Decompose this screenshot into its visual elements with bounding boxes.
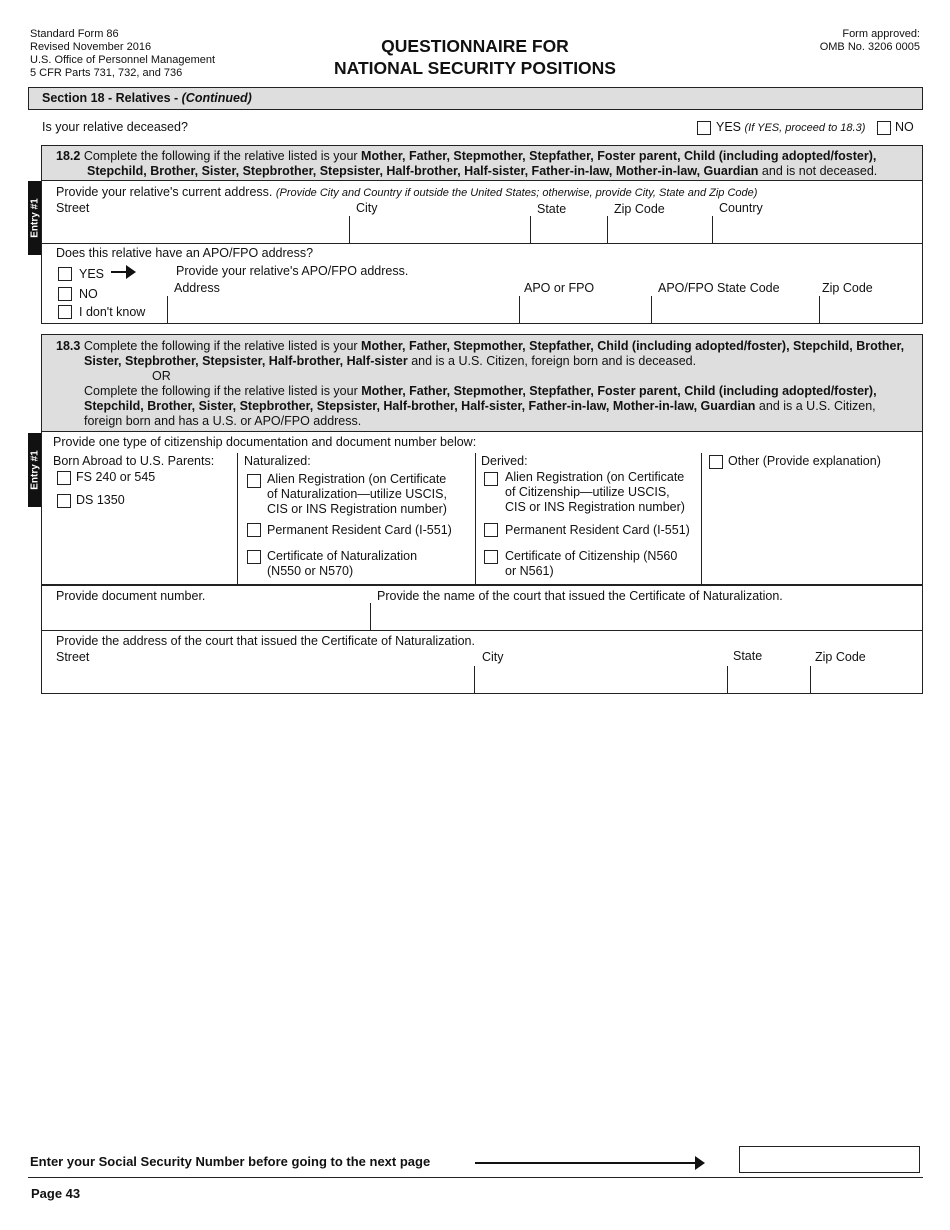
court-city-label: City xyxy=(482,650,504,664)
court-zip-label: Zip Code xyxy=(815,650,866,664)
divider xyxy=(607,216,608,243)
born-abroad-label: Born Abroad to U.S. Parents: xyxy=(53,454,215,468)
divider xyxy=(530,216,531,243)
other-label: Other (Provide explanation) xyxy=(728,454,881,468)
apo-question: Does this relative have an APO/FPO address? xyxy=(56,246,314,260)
der-alien-checkbox[interactable] xyxy=(484,472,498,486)
entry-tab-18-2: Entry #1 xyxy=(28,181,41,255)
fs240-checkbox[interactable] xyxy=(57,471,71,485)
apo-dontknow-checkbox[interactable] xyxy=(58,305,72,319)
apo-dontknow-label: I don't know xyxy=(79,305,146,319)
section-title: Section 18 - Relatives - xyxy=(42,91,182,105)
title-line-2: NATIONAL SECURITY POSITIONS xyxy=(334,58,616,78)
apo-address-input[interactable] xyxy=(169,297,518,323)
der-cert-label: Certificate of Citizenship (N560 or N561) xyxy=(505,549,678,578)
arrow-right-icon xyxy=(126,265,136,279)
divider xyxy=(237,453,238,584)
s18-2-text: 18.2 Complete the following if the relative listed is your Mother, Father, Stepmother, Stepfather, Foster parent, Child (including adopted/foster), Stepchild, Brother, Sister, Stepbrother, Stepsister, Half-brother, Half-sister, Father-in-law, Mother-in-law, Guardian and is not deceased. xyxy=(56,149,878,178)
s18-3-text: 18.3 Complete the following if the relative listed is your Mother, Father, Stepmother, Stepfather, Child (including adopted/foster), Stepchild, Brother, Sister, Stepbrother, Stepsister, Half-brother, Half-sister and is a U.S. Citizen, foreign born and is deceased. OR Complete the following if the relative listed is your Mother, Father, Stepmother, Stepfather, Foster parent, Child (including adopted/foster), Stepchild, Brother, Sister, Stepbrother, Stepsister, Half-brother, Half-sister, Father-in-law, Mother-in-law, Guardian and is a U.S. Citizen, foreign born and has a U.S. or APO/FPO address. xyxy=(56,339,905,428)
ssn-prompt: Enter your Social Security Number before going to the next page xyxy=(30,1154,431,1169)
court-street-label: Street xyxy=(56,650,90,664)
court-street-input[interactable] xyxy=(56,667,472,692)
arrow-right-icon xyxy=(695,1156,705,1170)
city-input[interactable] xyxy=(351,217,529,242)
court-name-input[interactable] xyxy=(373,604,921,628)
arrow-line xyxy=(475,1162,697,1164)
doc-number-label: Provide document number. xyxy=(56,589,206,603)
ds1350-checkbox[interactable] xyxy=(57,494,71,508)
der-prc-checkbox[interactable] xyxy=(484,523,498,537)
divider xyxy=(819,296,820,324)
arrow-line xyxy=(111,271,127,273)
apo-state-label: APO/FPO State Code xyxy=(658,281,780,295)
divider xyxy=(474,666,475,694)
derived-label: Derived: xyxy=(481,454,528,468)
nat-prc-checkbox[interactable] xyxy=(247,523,261,537)
title-line-1: QUESTIONNAIRE FOR xyxy=(381,36,569,56)
deceased-question: Is your relative deceased? xyxy=(42,120,188,134)
divider xyxy=(41,243,923,244)
section-continued: (Continued) xyxy=(181,91,252,105)
apo-yes-checkbox[interactable] xyxy=(58,267,72,281)
zip-input[interactable] xyxy=(609,217,711,242)
deceased-no-label: NO xyxy=(895,120,914,134)
address-prompt: Provide your relative's current address. (Provide City and Country if outside the United States; otherwise, provide City, State and Zip Code) xyxy=(56,185,758,199)
apo-no-label: NO xyxy=(79,287,98,301)
apo-zip-label: Zip Code xyxy=(822,281,873,295)
form-agency: U.S. Office of Personnel Management xyxy=(30,54,216,66)
doc-number-input[interactable] xyxy=(56,604,368,628)
country-label: Country xyxy=(719,201,763,215)
fs240-label: FS 240 or 545 xyxy=(76,470,156,484)
country-input[interactable] xyxy=(714,217,921,242)
doc-prompt: Provide one type of citizenship documentation and document number below: xyxy=(53,435,477,449)
form-cfr: 5 CFR Parts 731, 732, and 736 xyxy=(30,67,183,79)
state-label: State xyxy=(537,202,567,216)
apo-fpo-label: APO or FPO xyxy=(524,281,595,295)
der-cert-checkbox[interactable] xyxy=(484,550,498,564)
apo-zip-input[interactable] xyxy=(821,297,921,323)
deceased-yes-label: YES (If YES, proceed to 18.3) xyxy=(716,120,866,134)
divider xyxy=(41,584,923,586)
divider xyxy=(167,296,168,324)
apo-prompt: Provide your relative's APO/FPO address. xyxy=(176,264,409,278)
omb-number: OMB No. 3206 0005 xyxy=(819,41,920,53)
nat-cert-checkbox[interactable] xyxy=(247,550,261,564)
ds1350-label: DS 1350 xyxy=(76,493,125,507)
ssn-input[interactable] xyxy=(739,1146,920,1173)
street-input[interactable] xyxy=(56,217,348,242)
court-name-label: Provide the name of the court that issued the Certificate of Naturalization. xyxy=(377,589,783,603)
nat-prc-label: Permanent Resident Card (I-551) xyxy=(267,523,452,537)
court-state-input[interactable] xyxy=(729,667,808,692)
nat-alien-checkbox[interactable] xyxy=(247,474,261,488)
court-city-input[interactable] xyxy=(476,667,725,692)
page-number: Page 43 xyxy=(31,1186,81,1201)
apo-fpo-input[interactable] xyxy=(521,297,650,323)
apo-address-label: Address xyxy=(174,281,220,295)
omb-approval xyxy=(820,28,920,54)
apo-no-checkbox[interactable] xyxy=(58,287,72,301)
divider xyxy=(651,296,652,324)
deceased-yes-checkbox[interactable] xyxy=(697,121,711,135)
form-revision: Revised November 2016 xyxy=(30,41,152,53)
zip-label: Zip Code xyxy=(614,202,665,216)
divider xyxy=(727,666,728,694)
divider xyxy=(349,216,350,243)
deceased-no-checkbox[interactable] xyxy=(877,121,891,135)
divider xyxy=(519,296,520,324)
other-checkbox[interactable] xyxy=(709,455,723,469)
divider xyxy=(41,630,923,631)
street-label: Street xyxy=(56,201,90,215)
divider xyxy=(370,603,371,630)
page-title xyxy=(0,35,950,79)
nat-cert-label: Certificate of Naturalization (N550 or N570) xyxy=(267,549,418,578)
section-header xyxy=(28,87,923,110)
apo-state-input[interactable] xyxy=(653,297,818,323)
approval-label: Form approved: xyxy=(842,28,920,40)
divider xyxy=(810,666,811,694)
entry-tab-18-3: Entry #1 xyxy=(28,433,41,507)
naturalized-label: Naturalized: xyxy=(244,454,311,468)
city-label: City xyxy=(356,201,378,215)
nat-alien-label: Alien Registration (on Certificate of Naturalization—utilize USCIS, CIS or INS Registration number) xyxy=(267,472,447,516)
apo-yes-label: YES xyxy=(79,267,105,281)
form-number: Standard Form 86 xyxy=(30,28,119,40)
court-zip-input[interactable] xyxy=(812,667,921,692)
court-address-prompt: Provide the address of the court that issued the Certificate of Naturalization. xyxy=(56,634,475,648)
der-prc-label: Permanent Resident Card (I-551) xyxy=(505,523,690,537)
court-state-label: State xyxy=(733,649,763,663)
der-alien-label: Alien Registration (on Certificate of Citizenship—utilize USCIS, CIS or INS Registration number) xyxy=(505,470,685,514)
divider xyxy=(28,1177,923,1178)
state-input[interactable] xyxy=(532,217,606,242)
divider xyxy=(701,453,702,584)
divider xyxy=(712,216,713,243)
divider xyxy=(475,453,476,584)
